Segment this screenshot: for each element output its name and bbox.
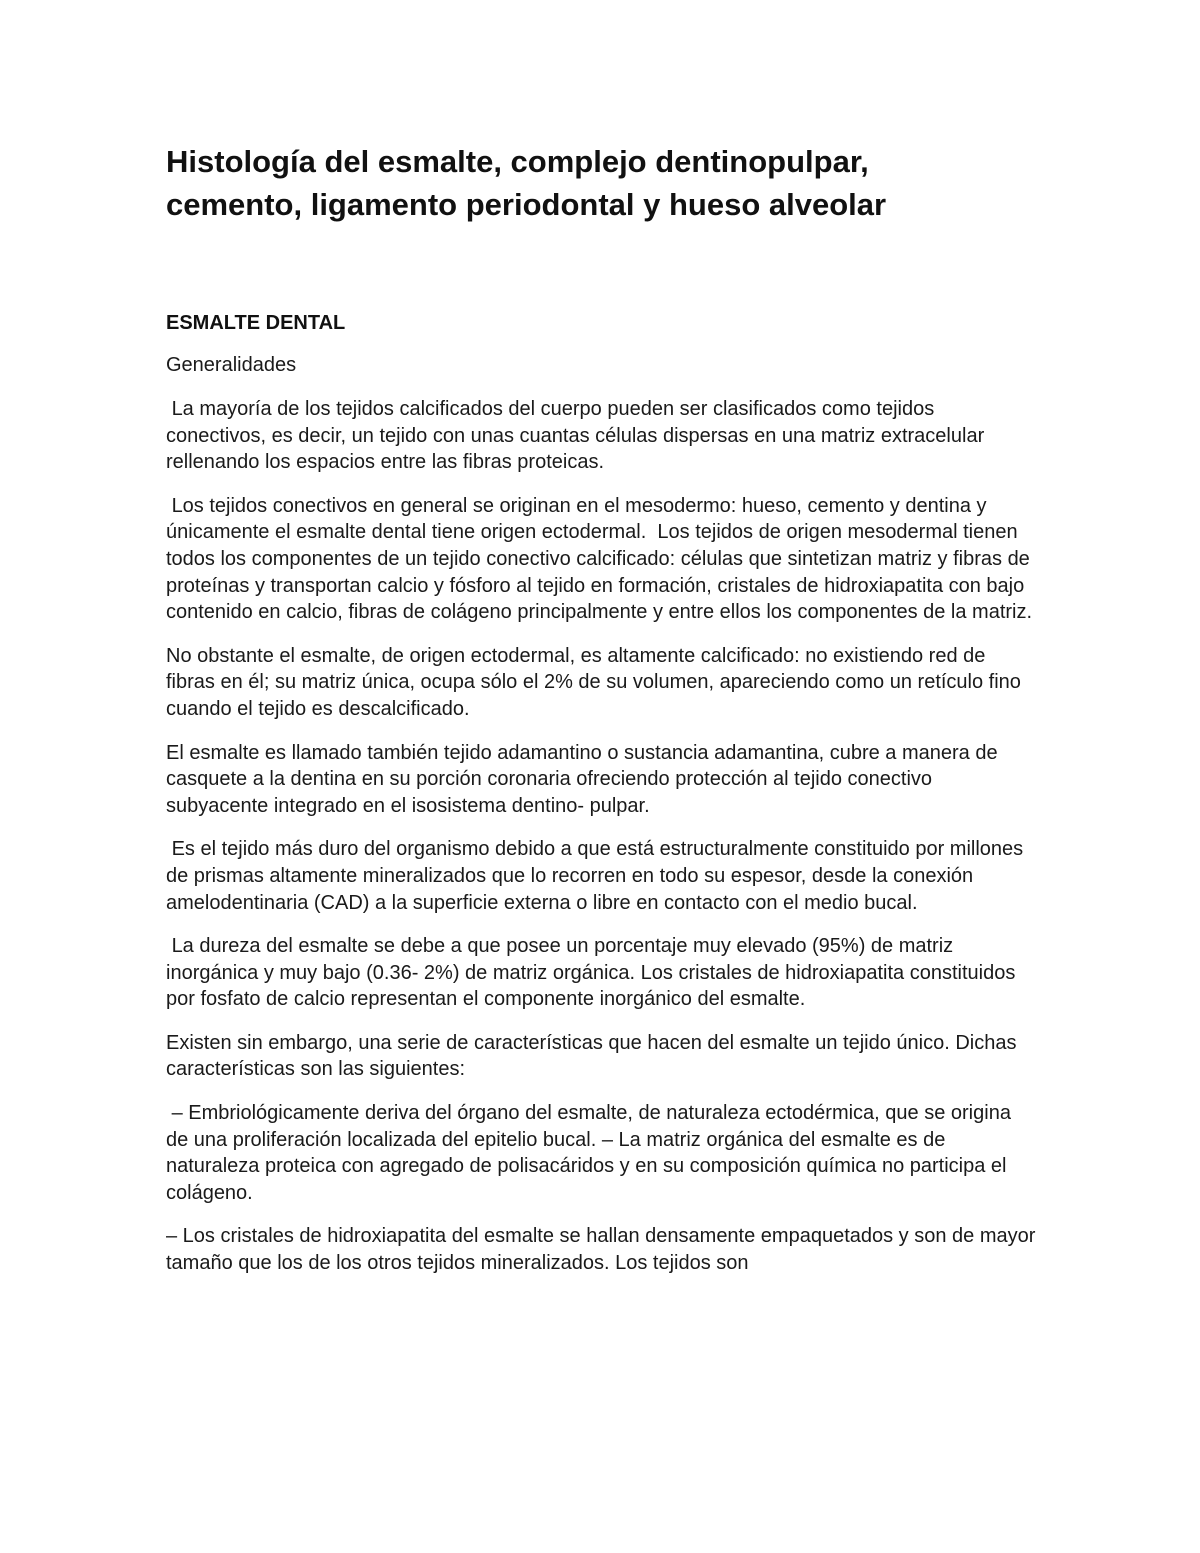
paragraph: La dureza del esmalte se debe a que posee un porcentaje muy elevado (95%) de matriz inorgánica y muy bajo (0.36- 2%) de matriz orgánica. Los cristales de hidroxiapatita constituidos por fosfato de calcio representan el componente inorgánico del esmalte. — [166, 935, 1021, 1011]
paragraph: Existen sin embargo, una serie de características que hacen del esmalte un tejido único. Dichas características son las siguientes: — [166, 1031, 1023, 1081]
subheading-generalidades: Generalidades — [166, 354, 297, 376]
paragraph: – Embriológicamente deriva del órgano del esmalte, de naturaleza ectodérmica, que se origina de una proliferación localizada del epitelio bucal. – La matriz orgánica del esmalte es de naturaleza proteica con agregado de polisacáridos y en su composición química no participa el colágeno. — [166, 1102, 1017, 1204]
paragraph: Es el tejido más duro del organismo debido a que está estructuralmente constituido por millones de prismas altamente mineralizados que lo recorren en todo su espesor, desde la conexión amelodentinaria (CAD) a la superficie externa o libre en contacto con el medio bucal. — [166, 838, 1029, 914]
paragraph: La mayoría de los tejidos calcificados del cuerpo pueden ser clasificados como tejidos conectivos, es decir, un tejido con unas cuantas células dispersas en una matriz extracelular rellenando los espacios entre las fibras proteicas. — [166, 398, 990, 474]
document-page — [166, 140, 1041, 1277]
paragraph: El esmalte es llamado también tejido adamantino o sustancia adamantina, cubre a manera de casquete a la dentina en su porción coronaria ofreciendo protección al tejido conectivo subyacente integrado en el isosistema dentino- pulpar. — [166, 741, 1004, 817]
title-line-1: Histología del esmalte, complejo dentinopulpar, — [166, 144, 869, 179]
section-heading: ESMALTE DENTAL — [166, 312, 346, 334]
document-title — [166, 140, 1038, 226]
paragraph: No obstante el esmalte, de origen ectodermal, es altamente calcificado: no existiendo red de fibras en él; su matriz única, ocupa sólo el 2% de su volumen, apareciendo como un retículo fino cuando el tejido es descalcificado. — [166, 644, 1027, 720]
paragraph: – Los cristales de hidroxiapatita del esmalte se hallan densamente empaquetados y son de mayor tamaño que los de los otros tejidos mineralizados. Los tejidos son — [166, 1225, 1041, 1275]
title-line-2: cemento, ligamento periodontal y hueso alveolar — [166, 187, 887, 222]
paragraph: Los tejidos conectivos en general se originan en el mesodermo: hueso, cemento y dentina y únicamente el esmalte dental tiene origen ectodermal. Los tejidos de origen mesodermal tienen todos los componentes de un tejido conectivo calcificado: células que sintetizan matriz y fibras de proteínas y transportan calcio y fósforo al tejido en formación, cristales de hidroxiapatita con bajo contenido en calcio, fibras de colágeno principalmente y entre ellos los componentes de la matriz. — [166, 494, 1036, 624]
